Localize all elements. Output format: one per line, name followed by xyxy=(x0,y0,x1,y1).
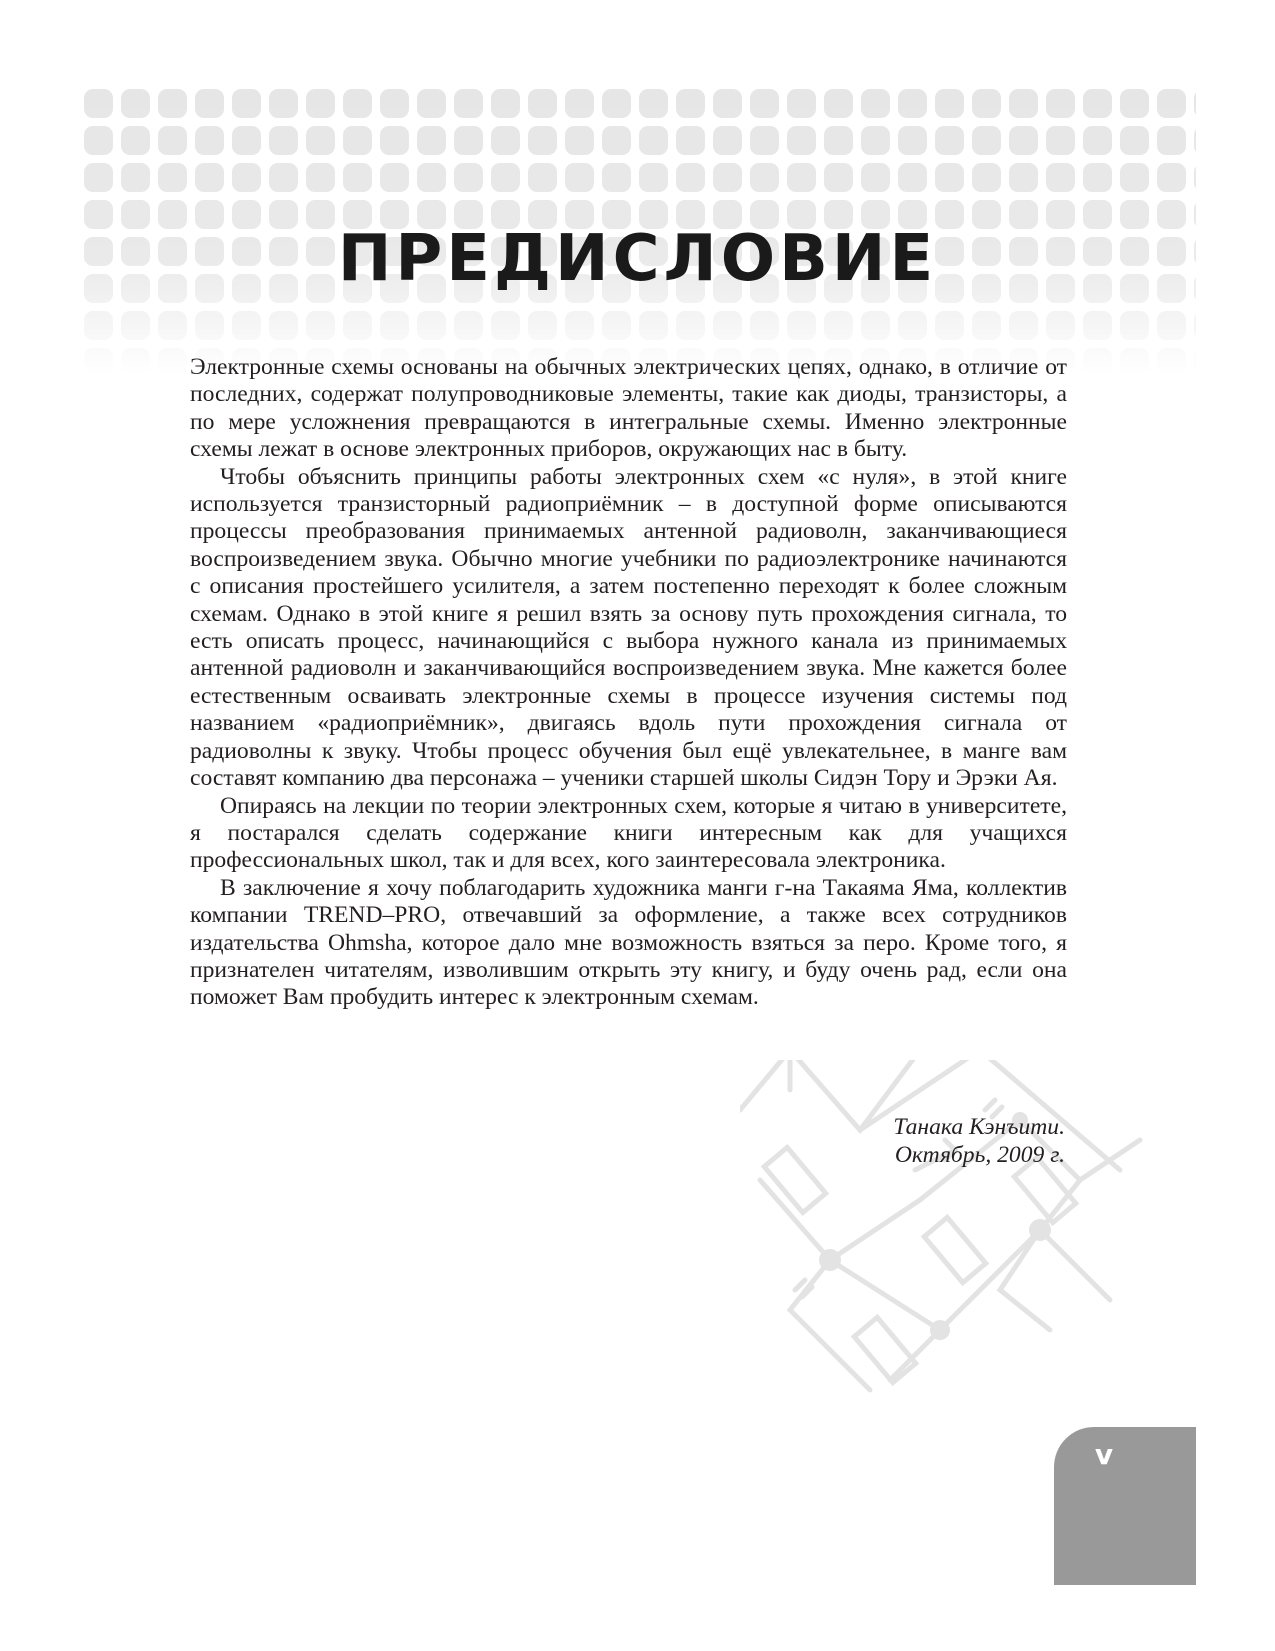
paragraph-3: Опираясь на лекции по теории электронных схем, которые я читаю в университете, я постарался сделать содержание книги интересным как для учащихся профессиональных школ, так и для всех, кого заинтересовала электроника. xyxy=(190,792,1067,874)
signature-date: Октябрь, 2009 г. xyxy=(894,1142,1065,1168)
page-number: v xyxy=(1094,1438,1114,1471)
paragraph-4: В заключение я хочу поблагодарить художника манги г-на Такаяма Яма, коллектив компании TREND–PRO, отвечавший за оформление, а также всех сотрудников издательства Ohmsha, которое дало мне возможность взяться за перо. Кроме того, я признателен читателям, изволившим открыть эту книгу, и буду очень рад, если она поможет Вам пробудить интерес к электронным схемам. xyxy=(190,874,1067,1011)
signature xyxy=(893,1113,1065,1169)
paragraph-2: Чтобы объяснить принципы работы электронных схем «с нуля», в этой книге используется транзисторный радиоприёмник – в доступной форме описываются процессы преобразования принимаемых антенной радиоволн, заканчивающиеся воспроизведением звука. Обычно многие учебники по радиоэлектронике начинаются с описания простейшего усилителя, а затем постепенно переходят к более сложным схемам. Однако в этой книге я решил взять за основу путь прохождения сигнала, то есть описать процесс, начинающийся с выбора нужного канала из принимаемых антенной радиоволн и заканчивающийся воспроизведением звука. Мне кажется более естественным осваивать электронные схемы в процессе изучения системы под названием «радиоприёмник», двигаясь вдоль пути прохождения сигнала от радиоволны к звуку. Чтобы процесс обучения был ещё увлекательнее, в манге вам составят компанию два персонажа – ученики старшей школы Сидэн Тору и Эрэки Ая. xyxy=(190,463,1067,792)
page-title: ПРЕДИСЛОВИЕ xyxy=(337,222,938,296)
author-name: Танака Кэнъити. xyxy=(893,1114,1065,1140)
preface-body xyxy=(190,354,1067,1012)
paragraph-1: Электронные схемы основаны на обычных электрических цепях, однако, в отличие от последних, содержат полупроводниковые элементы, такие как диоды, транзисторы, а по мере усложнения превращаются в интегральные схемы. Именно электронные схемы лежат в основе электронных приборов, окружающих нас в быту. xyxy=(190,354,1067,463)
circuit-diagram-decoration xyxy=(740,1060,1180,1400)
